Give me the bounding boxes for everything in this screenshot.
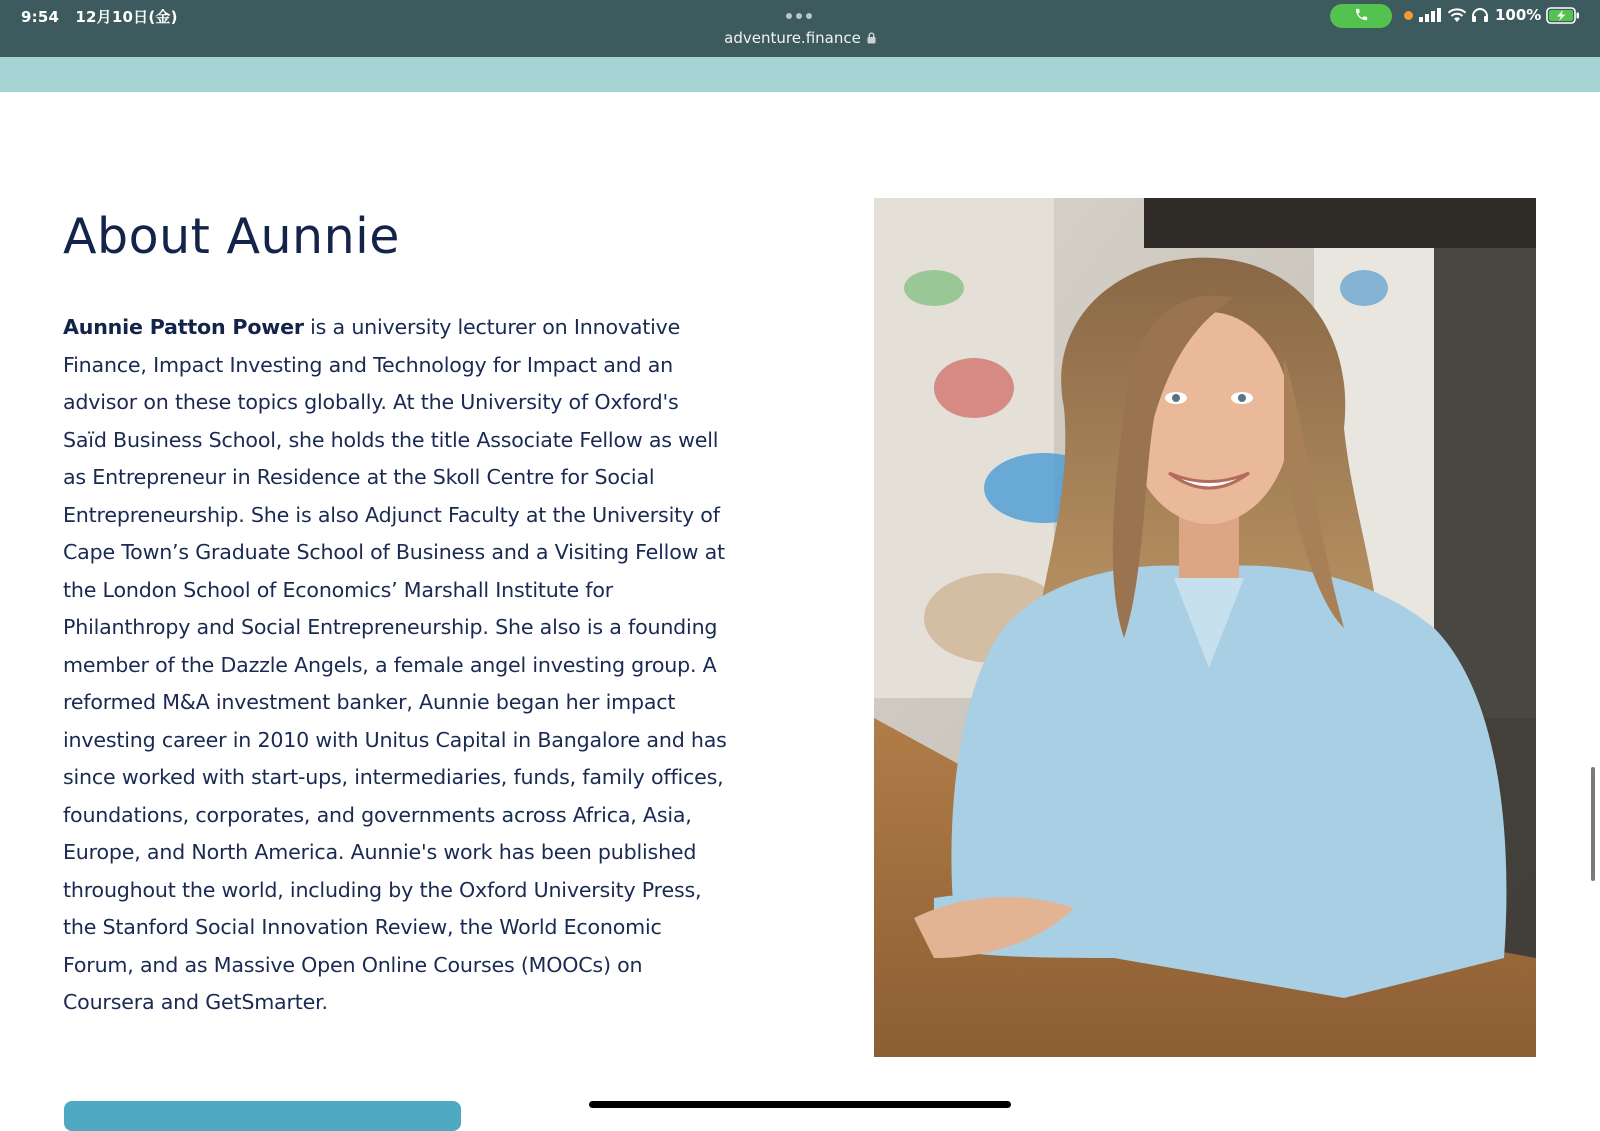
url-text: adventure.finance [724,29,861,47]
wifi-icon [1447,7,1467,23]
headphones-icon [1470,7,1490,23]
home-indicator[interactable] [589,1101,1011,1108]
scrollbar[interactable] [1591,767,1595,881]
multitasking-dots-icon[interactable] [786,13,812,19]
site-header-band [0,57,1600,92]
address-bar[interactable] [0,29,1600,48]
call-indicator[interactable] [1330,4,1392,28]
cellular-signal-icon [1418,7,1442,23]
status-time-date [21,6,178,27]
battery-charging-icon [1546,7,1580,24]
bio-text: is a university lecturer on Innovative Finance, Impact Investing and Technology for Impact and an advisor on these topics globally. At the University of Oxford's Saïd Business School, she holds the title Associate Fellow as well as Entrepreneur in Residence at the Skoll Centre for Social Entrepreneurship. She is also Adjunct Faculty at the University of Cape Town’s Graduate School of Business and a Visiting Fellow at the London School of Economics’ Marshall Institute for Philanthropy and Social Entrepreneurship. She also is a founding member of the Dazzle Angels, a female angel investing group. A reformed M&A investment banker, Aunnie began her impact investing career in 2010 with Unitus Capital in Bangalore and has since worked with start-ups, intermediaries, funds, family offices, foundations, corporates, and governments across Africa, Asia, Europe, and North America. Aunnie's work has been published throughout the world, including by the Oxford University Press, the Stanford Social Innovation Review, the World Economic Forum, and as Massive Open Online Courses (MOOCs) on Coursera and GetSmarter. [63,315,727,1014]
phone-icon [1354,7,1369,26]
bio-name: Aunnie Patton Power [63,315,304,339]
privacy-dot-icon [1404,11,1413,20]
bio-paragraph [63,309,728,1022]
lock-icon [867,30,876,48]
battery-percentage: 100% [1495,6,1542,24]
page-title: About Aunnie [63,208,400,265]
cta-button[interactable] [64,1101,461,1131]
portrait-photo [874,198,1536,1057]
status-date: 12月10日(金) [75,8,178,26]
status-bar [0,0,1600,57]
status-time: 9:54 [21,8,60,26]
